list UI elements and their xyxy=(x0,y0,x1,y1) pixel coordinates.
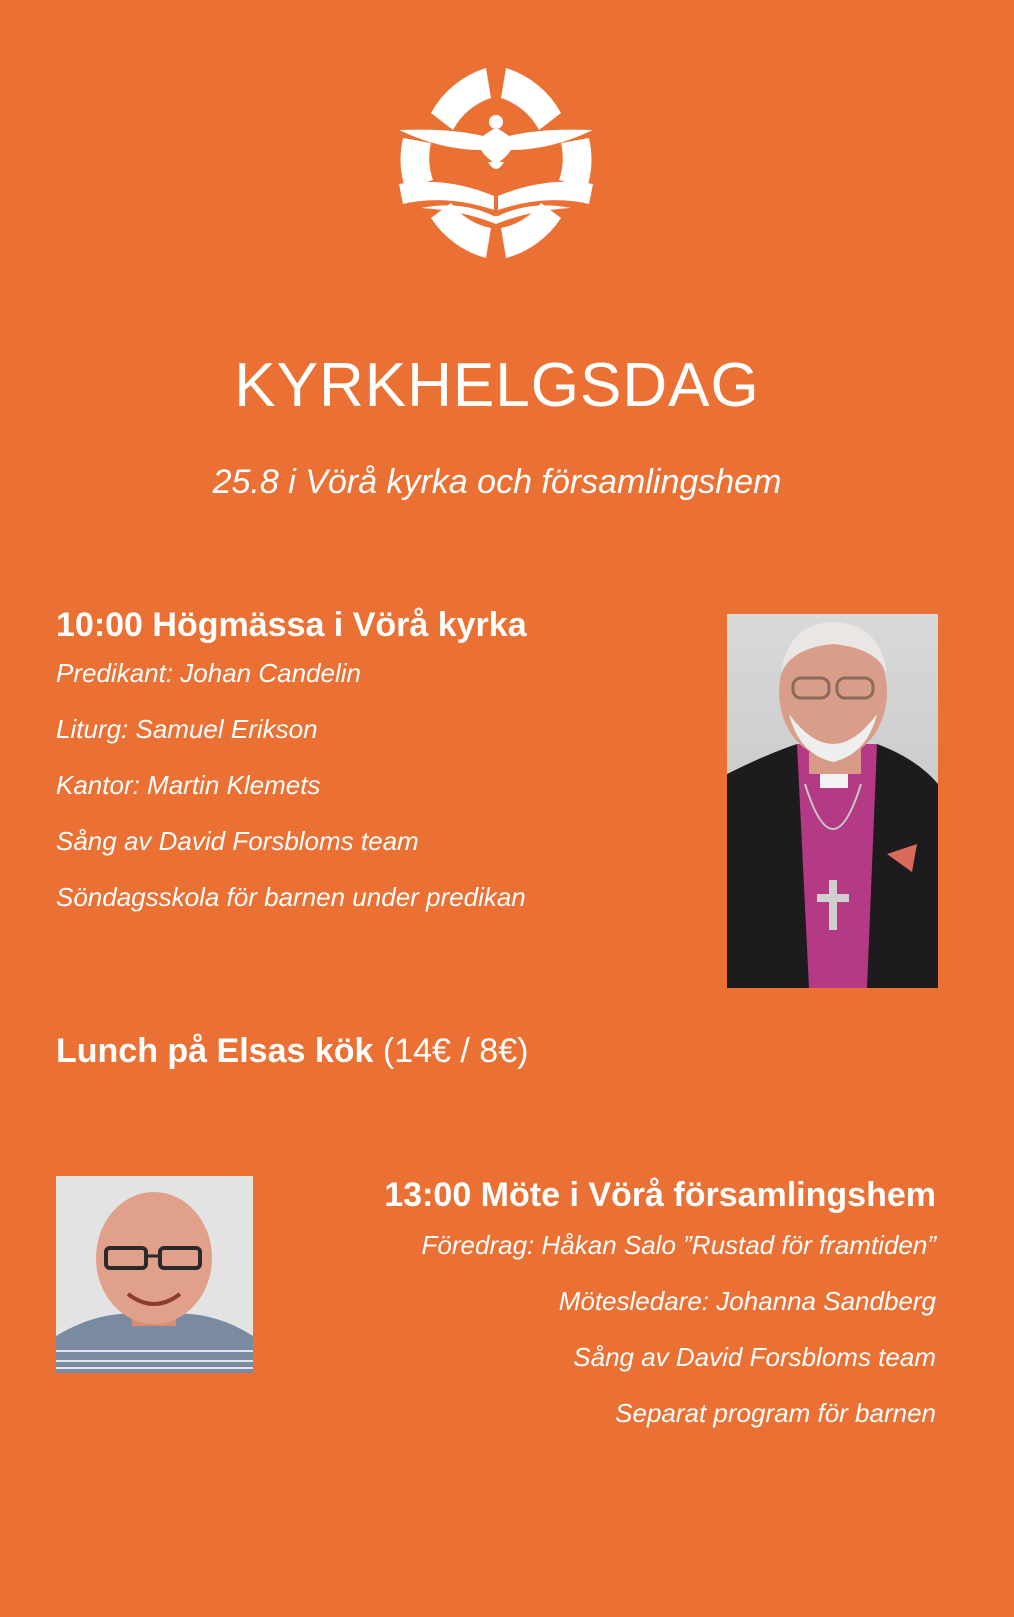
morning-service-item: Kantor: Martin Klemets xyxy=(56,770,321,800)
afternoon-meeting-item: Mötesledare: Johanna Sandberg xyxy=(558,1286,936,1316)
portrait-photo-preacher xyxy=(727,614,938,988)
page-title: KYRKHELGSDAG xyxy=(234,351,760,420)
morning-service-heading: 10:00 Högmässa i Vörå kyrka xyxy=(56,606,527,644)
lunch-label: Lunch på Elsas kök xyxy=(56,1032,374,1070)
afternoon-meeting-section xyxy=(296,1174,936,1452)
afternoon-meeting-item: Separat program för barnen xyxy=(615,1398,936,1428)
morning-service-item: Sång av David Forsbloms team xyxy=(56,826,419,856)
afternoon-meeting-heading: 13:00 Möte i Vörå församlingshem xyxy=(384,1176,936,1214)
afternoon-meeting-item: Föredrag: Håkan Salo ”Rustad för framtiden” xyxy=(421,1230,936,1260)
page-subtitle: 25.8 i Vörå kyrka och församlingshem xyxy=(212,463,782,501)
morning-service-section xyxy=(56,604,696,936)
lunch-line xyxy=(56,1030,528,1072)
morning-service-item: Predikant: Johan Candelin xyxy=(56,658,361,688)
afternoon-meeting-item: Sång av David Forsbloms team xyxy=(573,1342,936,1372)
morning-service-item: Liturg: Samuel Erikson xyxy=(56,714,318,744)
dove-book-logo-icon xyxy=(391,58,601,268)
portrait-photo-speaker xyxy=(56,1176,253,1373)
morning-service-item: Söndagsskola för barnen under predikan xyxy=(56,882,526,912)
lunch-price: (14€ / 8€) xyxy=(382,1032,529,1070)
